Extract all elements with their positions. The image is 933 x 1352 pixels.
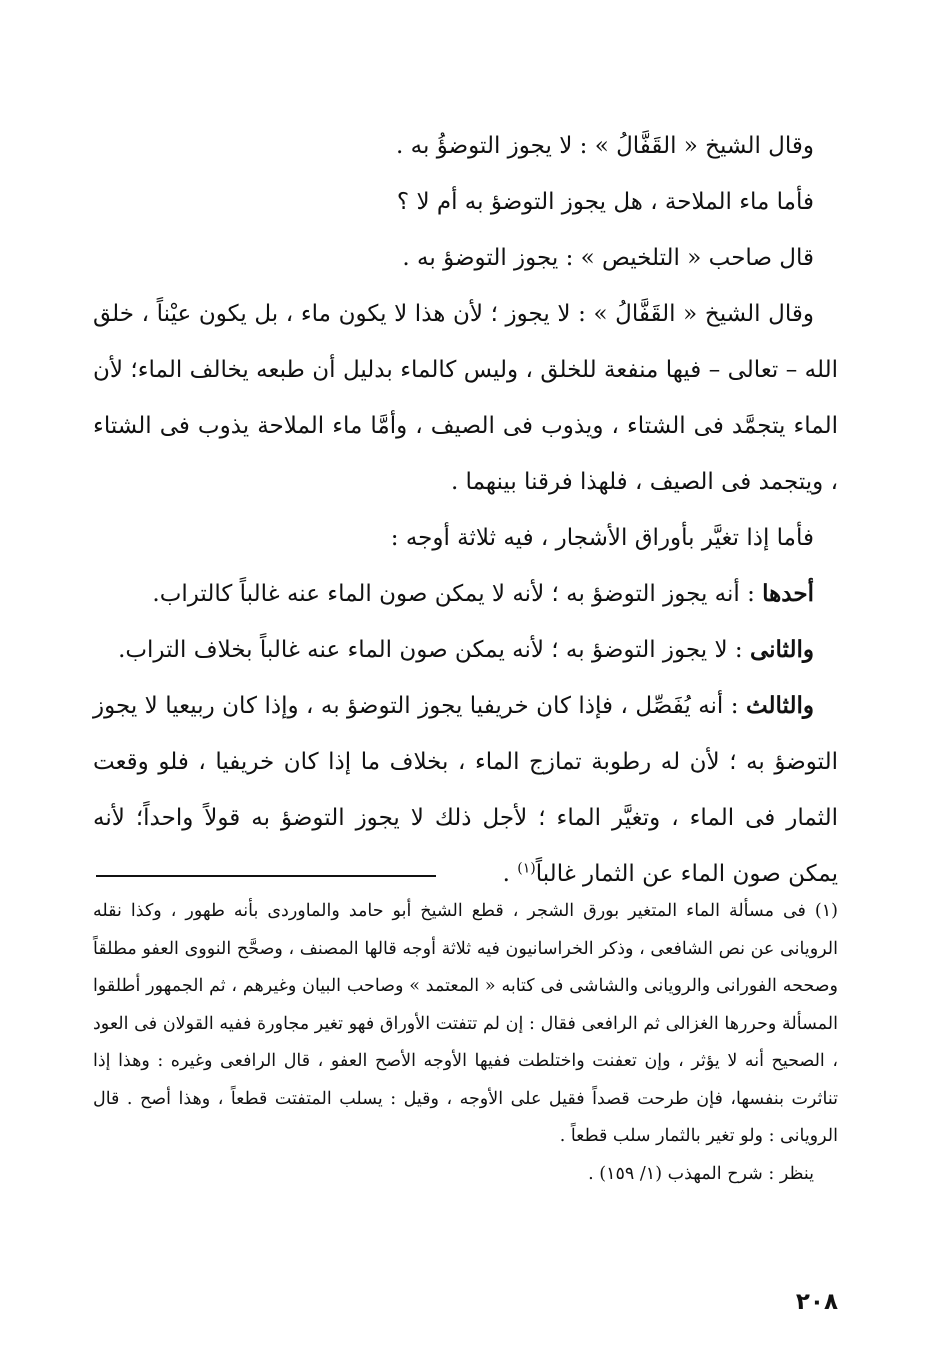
footnote-section — [93, 893, 838, 1193]
paragraph: فأما ماء الملاحة ، هل يجوز التوضؤ به أم لا ؟ — [396, 189, 814, 215]
footnote-separator — [96, 875, 436, 877]
paragraph: فأما إذا تغيَّر بأوراق الأشجار ، فيه ثلاثة أوجه : — [390, 525, 814, 551]
aspect-label: والثانى — [749, 636, 814, 663]
paragraph-second-aspect — [93, 622, 838, 678]
paragraph-first-aspect — [93, 566, 838, 622]
paragraph: قال صاحب « التلخيص » : يجوز التوضؤ به . — [402, 245, 814, 271]
paragraph: وقال الشيخ « القَفَّالُ » : لا يجوز ؛ لأن هذا لا يكون ماء ، بل يكون عيْناً ، خلق الله – تعالى – فيها منفعة للخلق ، وليس كالماء بدليل أن طبعه يخالف الماء؛ لأن الماء يتجمَّد فى الشتاء ، ويذوب فى الصيف ، وأمَّا ماء الملاحة يذوب فى الشتاء ، ويتجمد فى الصيف ، فلهذا فرقنا بينهما . — [93, 301, 838, 495]
aspect-text: : لا يجوز التوضؤ به ؛ لأنه يمكن صون الماء عنه غالباً بخلاف التراب. — [118, 637, 750, 663]
paragraph-third-aspect — [93, 678, 838, 902]
footnote-marker: (١) — [517, 860, 536, 877]
aspect-label: أحدها — [762, 580, 814, 607]
sentence-end: . — [502, 861, 518, 887]
aspect-text: : أنه يُفَصِّل ، فإذا كان خريفيا يجوز التوضؤ به ، وإذا كان ربيعيا لا يجوز التوضؤ به ؛ لأن له رطوبة تمازج الماء ، بخلاف ما إذا كان خريفيا ، فلو وقعت الثمار فى الماء ، وتغيَّر الماء ؛ لأجل ذلك لا يجوز التوضؤ به قولاً واحداً؛ لأنه يمكن صون الماء عن الثمار غالباً — [93, 693, 838, 887]
paragraph: وقال الشيخ « القَفَّالُ » : لا يجوز التوضؤُ به . — [396, 133, 814, 159]
aspect-text: : أنه يجوز التوضؤ به ؛ لأنه لا يمكن صون الماء عنه غالباً كالتراب. — [152, 581, 763, 607]
aspect-label: والثالث — [745, 692, 814, 719]
main-text — [93, 118, 838, 902]
footnote-text: (١) فى مسألة الماء المتغير بورق الشجر ، قطع الشيخ أبو حامد والماوردى بأنه طهور ، وكذا نقله الرويانى عن نص الشافعى ، وذكر الخراسانيون فيه ثلاثة أوجه قالها المصنف ، وصحَّح النووى العفو مطلقاً وصححه الفورانى والرويانى والشاشى فى كتابه « المعتمد » وصاحب البيان وغيرهم ، ثم الجمهور أطلقوا المسألة وحررها الغزالى ثم الرافعى فقال : إن لم تتفتت الأوراق فهو تغير مجاورة ففيه القولان فى العود ، الصحيح أنه لا يؤثر ، وإن تعفنت واختلطت ففيها الأوجه الأصح العفو ، قال الرافعى وغيره : وهذا إذا تناثرت بنفسها، فإن طرحت قصداً فقيل على الأوجه ، وقيل : يسلب المتفتت قطعاً ، وهذا أصح . قال الرويانى : ولو تغير بالثمار سلب قطعاً . — [93, 901, 838, 1146]
footnote-reference: ينظر : شرح المهذب (١/ ١٥٩) . — [588, 1163, 814, 1184]
page-number: ٢٠٨ — [795, 1289, 838, 1315]
